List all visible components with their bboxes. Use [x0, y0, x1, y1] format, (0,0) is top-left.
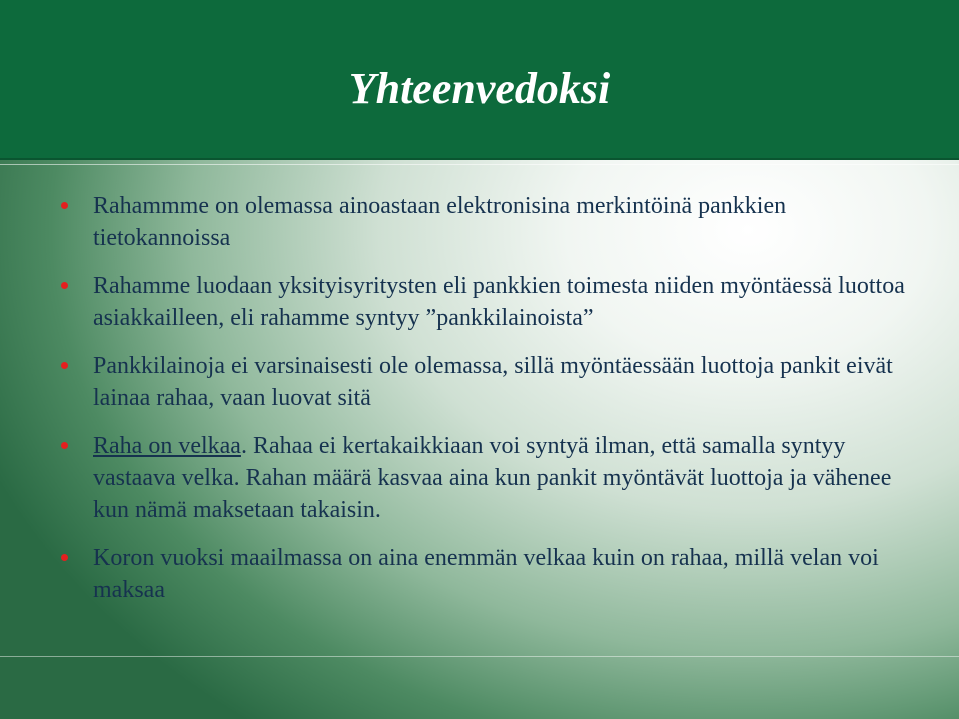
bullet-text: . Rahaa ei kertakaikkiaan voi syntyä ilman, että samalla syntyy vastaava velka. Rahan määrä kasvaa aina kun pankit myöntävät luottoja ja vähenee kun nämä maksetaan takaisin. [93, 433, 892, 523]
bullet-item [60, 190, 920, 254]
footer-divider [0, 656, 959, 657]
slide-title: Yhteenvedoksi [348, 64, 611, 113]
bullet-marker-icon [61, 282, 68, 289]
bullet-item [60, 350, 920, 414]
bullet-text: Pankkilainoja ei varsinaisesti ole olemassa, sillä myöntäessään luottoja pankit eivät lainaa rahaa, vaan luovat sitä [93, 353, 893, 411]
bullet-underlined-text: Raha on velkaa [93, 433, 241, 459]
bullet-text: Rahammme on olemassa ainoastaan elektronisina merkintöinä pankkien tietokannoissa [93, 193, 787, 251]
bullet-text: Rahamme luodaan yksityisyritysten eli pankkien toimesta niiden myöntäessä luottoa asiakkailleen, eli rahamme syntyy ”pankkilainoista” [93, 273, 905, 331]
bullet-item [60, 542, 920, 606]
title-divider [0, 164, 959, 165]
bullet-text: Koron vuoksi maailmassa on aina enemmän velkaa kuin on rahaa, millä velan voi maksaa [93, 545, 879, 603]
bullet-item [60, 270, 920, 334]
bullet-marker-icon [61, 202, 68, 209]
bullet-item [60, 430, 920, 526]
bullet-marker-icon [61, 554, 68, 561]
bullet-marker-icon [61, 442, 68, 449]
bullet-marker-icon [61, 362, 68, 369]
bullet-list [60, 190, 920, 606]
